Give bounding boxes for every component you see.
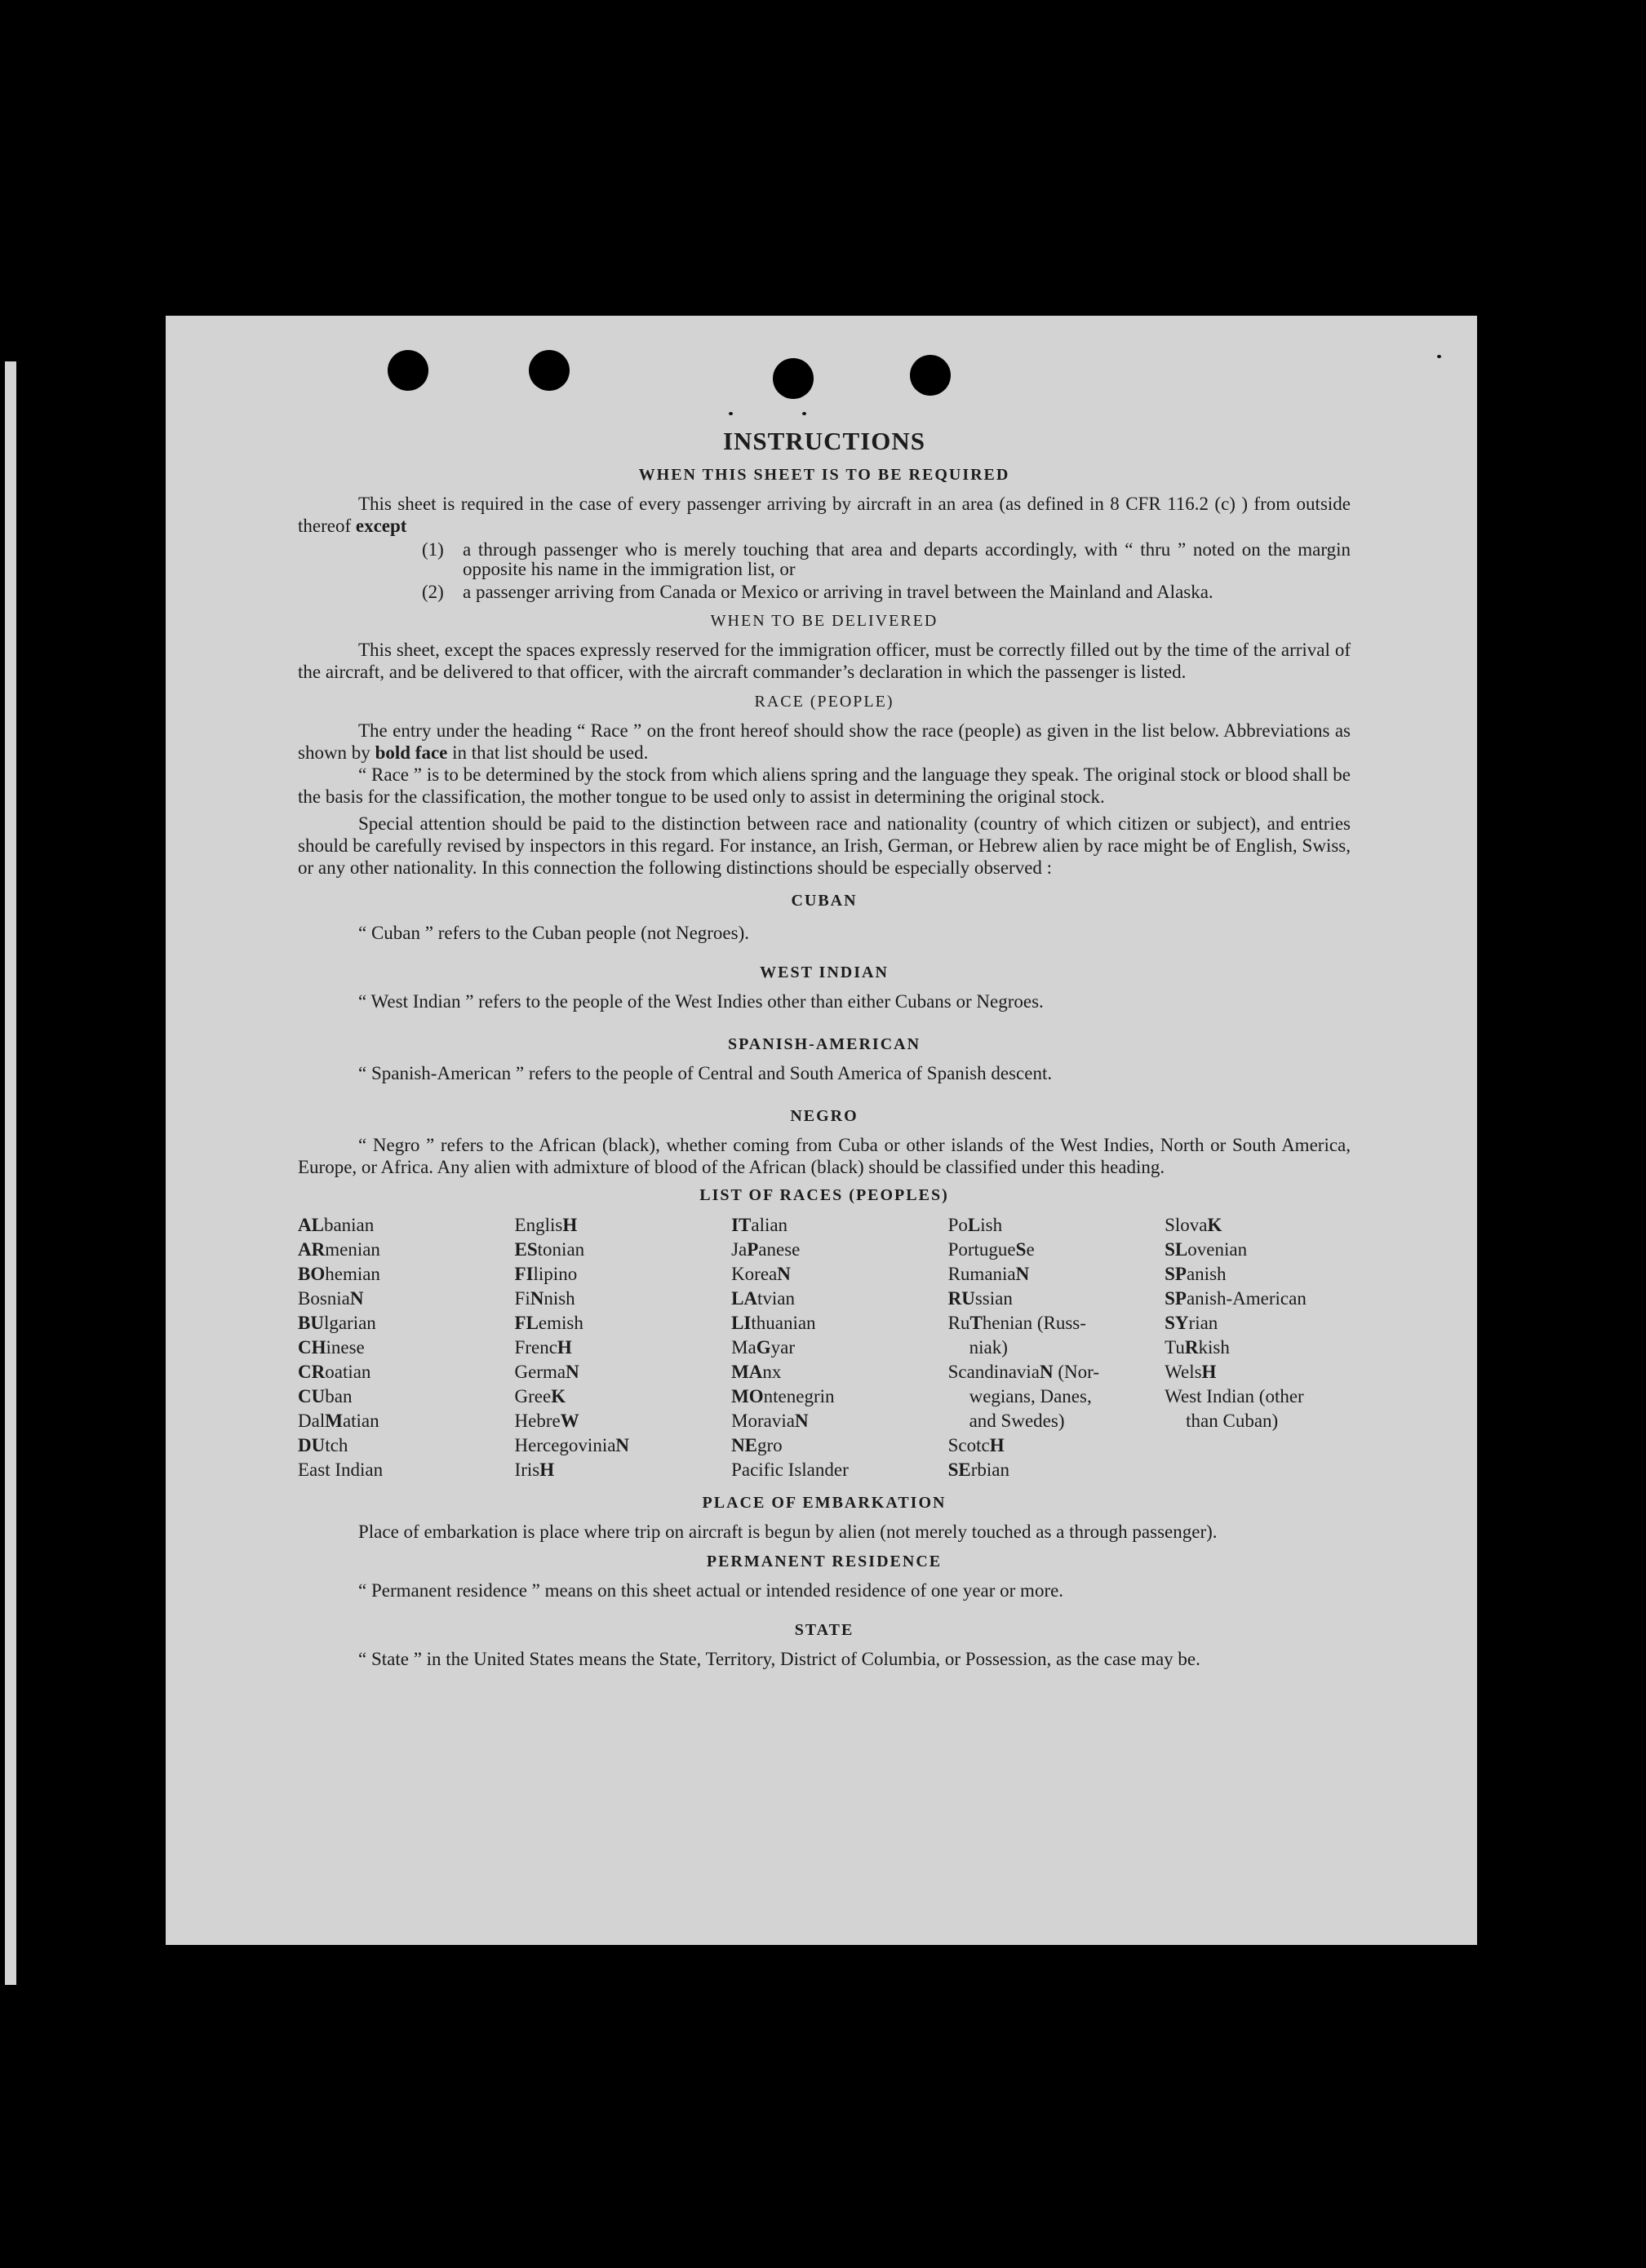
race-entry [1165,1287,1351,1311]
race-abbreviation: IT [731,1215,752,1235]
race-abbreviation: LA [731,1288,758,1309]
race-abbreviation: H [1201,1362,1217,1382]
heading-permanent-residence: PERMANENT RESIDENCE [706,1553,943,1570]
instructions-body [298,427,1351,1670]
paragraph-west-indian: “ West Indian ” refers to the people of the West Indies other than either Cubans or Negroes. [358,991,1044,1012]
paper-speck [1437,355,1441,358]
race-name-text: Slova [1165,1215,1208,1235]
race-entry [515,1458,732,1482]
race-name-text: Pacific Islander [731,1460,849,1480]
race-column [948,1213,1165,1482]
heading-when-delivered: WHEN TO BE DELIVERED [710,612,938,630]
race-name-text: Scandinavia [947,1362,1040,1382]
race-entry [298,1238,515,1262]
race-entry [731,1262,948,1287]
race-abbreviation: SL [1165,1239,1188,1260]
race-abbreviation: BU [298,1313,324,1333]
film-edge [5,361,16,1985]
race-name-text: ban [325,1386,353,1406]
heading-west-indian: WEST INDIAN [760,963,889,981]
race-name-text: e [1026,1239,1035,1260]
race-name-text: anish-American [1186,1288,1307,1309]
race-name-text: Hercegovinia [514,1435,616,1455]
race-entry [948,1360,1165,1384]
race-entry [731,1458,948,1482]
race-name-text: oatian [325,1362,371,1382]
race-name-text: yar [770,1337,795,1358]
heading-when-required: WHEN THIS SHEET IS TO BE REQUIRED [638,466,1010,484]
race-abbreviation: H [557,1337,572,1358]
race-name-text: tch [325,1435,348,1455]
race-entry [298,1262,515,1287]
heading-cuban: CUBAN [791,892,858,910]
race-entry [731,1409,948,1433]
race-entry [515,1262,732,1287]
race-name-text: rian [1188,1313,1218,1333]
paragraph-race-3: Special attention should be paid to the distinction between race and nationality (country of which citizen or subject), and entries should be carefully revised by inspectors in this regard. For instance, an Irish, German, or Hebrew alien by race might be of English, Swiss, or any other nationality. In this connection the following distinctions should be especially observed : [298,813,1351,878]
race-entry [731,1433,948,1458]
race-name-text: menian [325,1239,380,1260]
race-entry [298,1287,515,1311]
race-abbreviation: K [551,1386,566,1406]
race-name-text: Wels [1165,1362,1202,1382]
paper-speck [802,412,806,415]
race-name-text: niak) [969,1337,1008,1358]
race-name-text: banian [323,1215,375,1235]
race-name-text: Moravia [731,1411,795,1431]
race-name-text: Iris [514,1460,540,1480]
race-entry [298,1360,515,1384]
race-entry [298,1311,515,1336]
race-entry [298,1433,515,1458]
race-entry [298,1458,515,1482]
race-abbreviation: W [560,1411,579,1431]
race-name-text: anese [758,1239,801,1260]
race-abbreviation: K [1207,1215,1222,1235]
race-abbreviation: G [756,1337,771,1358]
paragraph-race-1 [298,720,1351,764]
race-entry [515,1409,732,1433]
race-name-text: alian [751,1215,788,1235]
paragraph-cuban: “ Cuban ” refers to the Cuban people (not Negroes). [358,923,750,943]
race-name-text: hemian [325,1264,380,1284]
race-entry [948,1262,1165,1287]
paragraph-race-2: “ Race ” is to be determined by the stock from which aliens spring and the language they speak. The original stock or blood shall be the basis for the classification, the mother tongue to be used only to assist in determining the original stock. [298,764,1351,807]
race-entry [1165,1311,1351,1336]
when-required-intro: This sheet is required in the case of every passenger arriving by aircraft in an area (as defined in 8 CFR 116.2 (c) ) from outside thereof [298,494,1351,536]
race-abbreviation: N [1040,1362,1054,1382]
race-abbreviation: CU [298,1386,326,1406]
heading-list-of-races: LIST OF RACES (PEOPLES) [699,1186,949,1204]
paragraph-spanish-american: “ Spanish-American ” refers to the people of Central and South America of Spanish descent. [358,1063,1053,1083]
race-entry [731,1360,948,1384]
race-abbreviation: N [530,1288,544,1309]
race-entry [298,1213,515,1238]
race-abbreviation: CH [298,1337,326,1358]
exception-item [422,540,1351,579]
binder-hole [773,358,814,399]
race-entry [515,1287,732,1311]
race-abbreviation: AR [298,1239,326,1260]
race-column [515,1213,732,1482]
race-name-text: West Indian (other [1165,1386,1304,1406]
race-name-text: Portugue [947,1239,1016,1260]
race-abbreviation: DU [298,1435,326,1455]
race-entry [515,1433,732,1458]
race-abbreviation: H [539,1460,555,1480]
race-abbreviation: FL [514,1313,539,1333]
race-name-text: Rumania [947,1264,1016,1284]
race-abbreviation: SP [1165,1264,1187,1284]
race-name-text: thuanian [751,1313,816,1333]
when-required-except: except [355,516,407,536]
race-abbreviation: H [989,1435,1005,1455]
binder-hole [388,350,428,391]
race-abbreviation: AL [298,1215,324,1235]
race-entry [948,1409,1165,1433]
race-abbreviation: S [1015,1239,1027,1260]
race-name-text: henian (Russ- [982,1313,1086,1333]
race-name-text: ish [980,1215,1003,1235]
race-name-text: atian [342,1411,379,1431]
race-abbreviation: CR [298,1362,326,1382]
race-abbreviation: N [615,1435,630,1455]
race-entry [731,1336,948,1360]
race-abbreviation: P [747,1239,759,1260]
race-abbreviation: SP [1165,1288,1187,1309]
document-title: INSTRUCTIONS [722,427,925,455]
race-name-text: wegians, Danes, [969,1386,1092,1406]
race-name-text: Ma [731,1337,756,1358]
race-name-text: rbian [970,1460,1009,1480]
race-abbreviation: RU [947,1288,975,1309]
race-entry [298,1409,515,1433]
race-entry [948,1458,1165,1482]
race-abbreviation: MA [731,1362,763,1382]
binder-hole [529,350,570,391]
race-name-text: ssian [974,1288,1013,1309]
race-entry [515,1360,732,1384]
race-name-text: East Indian [298,1460,384,1480]
race-abbreviation: T [969,1313,983,1333]
race-abbreviation: N [349,1288,364,1309]
race-name-text: Scotc [947,1435,990,1455]
race-entry [298,1384,515,1409]
race-p1-start: The entry under the heading “ Race ” on the front hereof should show the race (people) as given in the list below. Abbreviations as shown by [298,720,1351,763]
race-name-text: inese [326,1337,365,1358]
race-abbreviation: SY [1165,1313,1189,1333]
race-abbreviation: N [566,1362,579,1382]
race-column [731,1213,948,1482]
race-abbreviation: R [1184,1337,1199,1358]
race-name-text: Korea [731,1264,778,1284]
race-entry [515,1311,732,1336]
race-name-text: lgarian [323,1313,376,1333]
exception-number: (1) [422,539,444,560]
race-abbreviation: MO [731,1386,764,1406]
race-list [298,1213,1351,1482]
race-abbreviation: N [777,1264,791,1284]
exception-number: (2) [422,582,444,602]
race-abbreviation: FI [514,1264,534,1284]
race-entry [515,1238,732,1262]
heading-spanish-american: SPANISH-AMERICAN [727,1035,921,1053]
race-entry [731,1287,948,1311]
race-entry [1165,1213,1351,1238]
race-name-text: emish [538,1313,583,1333]
race-name-text: Bosnia [298,1288,350,1309]
race-entry [1165,1384,1351,1409]
race-abbreviation: ES [514,1239,538,1260]
race-column [298,1213,515,1482]
race-entry [731,1311,948,1336]
race-p1-bold: bold face [375,742,448,763]
race-abbreviation: NE [731,1435,758,1455]
race-name-text: Tu [1165,1337,1185,1358]
race-name-text: Ja [731,1239,748,1260]
race-name-text: anish [1186,1264,1227,1284]
race-name-text: ovenian [1187,1239,1248,1260]
race-name-text: Frenc [514,1337,557,1358]
race-name-text: nish [543,1288,575,1309]
race-p1-end: in that list should be used. [452,742,649,763]
race-entry [515,1336,732,1360]
race-entry [731,1238,948,1262]
race-entry [1165,1409,1351,1433]
race-name-text: Po [947,1215,968,1235]
race-name-text: lipino [533,1264,578,1284]
race-entry [948,1213,1165,1238]
exception-item [422,583,1351,602]
paragraph-embarkation: Place of embarkation is place where trip on aircraft is begun by alien (not merely touched as a through passenger). [358,1522,1218,1542]
race-entry [1165,1238,1351,1262]
paragraph-permanent-residence: “ Permanent residence ” means on this sheet actual or intended residence of one year or more. [358,1580,1064,1601]
race-name-text: Englis [514,1215,563,1235]
race-abbreviation: M [325,1411,343,1431]
paragraph-negro: “ Negro ” refers to the African (black), whether coming from Cuba or other islands of the West Indies, North or South America, Europe, or Africa. Any alien with admixture of blood of the African (black) should be classified under this heading. [298,1135,1351,1177]
race-name-text: gro [757,1435,783,1455]
race-name-text: tvian [757,1288,796,1309]
race-name-text: ntenegrin [763,1386,835,1406]
heading-race: RACE (PEOPLE) [754,693,894,711]
exception-text: a through passenger who is merely touching that area and departs accordingly, with “ thru ” noted on the margin opposite his name in the immigration list, or [463,539,1351,579]
race-name-text: Dal [298,1411,326,1431]
race-name-text: Gree [514,1386,552,1406]
paragraph-when-delivered: This sheet, except the spaces expressly reserved for the immigration officer, must be correctly filled out by the time of the arrival of the aircraft, and be delivered to that officer, with the aircraft commander’s declaration in which the passenger is listed. [298,640,1351,682]
race-abbreviation: N [1015,1264,1030,1284]
race-column [1165,1213,1351,1482]
race-entry [948,1287,1165,1311]
heading-embarkation: PLACE OF EMBARKATION [702,1494,947,1512]
race-name-text: Ru [947,1313,970,1333]
race-entry [515,1384,732,1409]
race-name-text: Fi [514,1288,530,1309]
race-entry [731,1384,948,1409]
heading-negro: NEGRO [790,1107,858,1125]
race-entry [948,1336,1165,1360]
race-entry [298,1336,515,1360]
race-abbreviation: L [967,1215,981,1235]
race-entry [515,1213,732,1238]
race-entry [731,1213,948,1238]
race-name-text: (Nor- [1053,1362,1100,1382]
race-name-text: kish [1198,1337,1230,1358]
race-name-text: and Swedes) [969,1411,1065,1431]
race-name-text: than Cuban) [1186,1411,1279,1431]
race-name-text: tonian [537,1239,585,1260]
race-entry [948,1238,1165,1262]
race-entry [948,1433,1165,1458]
race-abbreviation: BO [298,1264,326,1284]
race-abbreviation: LI [731,1313,752,1333]
race-entry [1165,1262,1351,1287]
race-entry [948,1311,1165,1336]
race-entry [1165,1336,1351,1360]
instruction-sheet [166,316,1477,1945]
exception-text: a passenger arriving from Canada or Mexico or arriving in travel between the Mainland and Alaska. [463,582,1213,602]
race-name-text: Germa [514,1362,566,1382]
race-entry [1165,1360,1351,1384]
binder-hole [910,355,951,396]
paragraph-state: “ State ” in the United States means the State, Territory, District of Columbia, or Possession, as the case may be. [358,1649,1200,1669]
race-name-text: Hebre [514,1411,561,1431]
race-entry [948,1384,1165,1409]
race-abbreviation: N [794,1411,809,1431]
race-abbreviation: SE [947,1460,971,1480]
race-name-text: nx [762,1362,782,1382]
heading-state: STATE [794,1621,854,1639]
paragraph-when-required [298,493,1351,537]
race-abbreviation: H [562,1215,578,1235]
paper-speck [729,412,733,415]
